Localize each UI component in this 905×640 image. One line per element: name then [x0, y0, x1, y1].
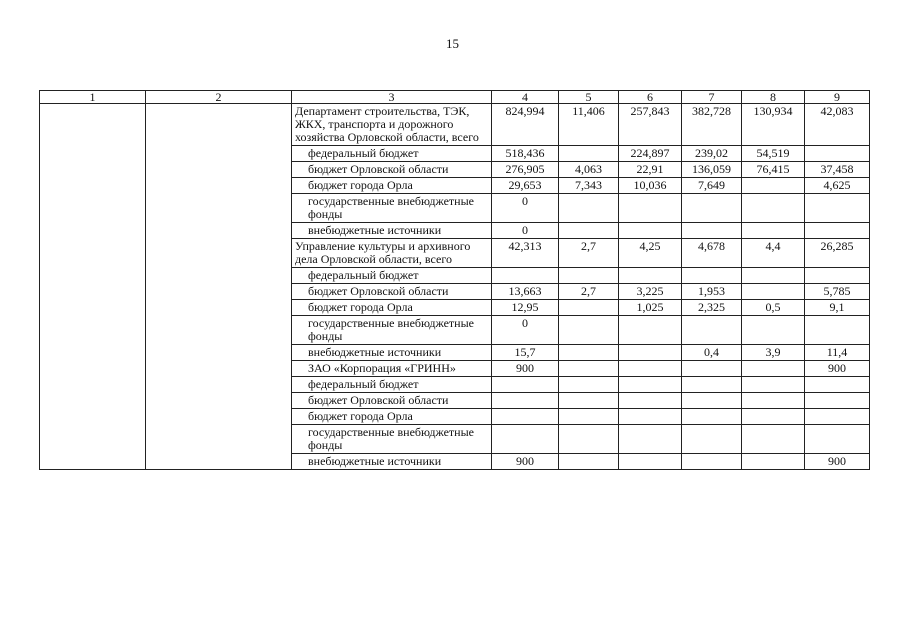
value-cell [682, 377, 742, 393]
value-cell [742, 316, 805, 345]
value-cell [682, 316, 742, 345]
row-label: Управление культуры и архивного дела Орловской области, всего [292, 239, 492, 268]
value-cell [742, 409, 805, 425]
row-label: Департамент строительства, ТЭК, ЖКХ, транспорта и дорожного хозяйства Орловской области, всего [292, 104, 492, 146]
value-cell [619, 454, 682, 470]
value-cell [682, 223, 742, 239]
value-cell: 7,649 [682, 178, 742, 194]
table-row [40, 104, 870, 146]
value-cell [805, 409, 870, 425]
column-1-cell [40, 104, 146, 470]
value-cell [742, 194, 805, 223]
value-cell: 276,905 [492, 162, 559, 178]
row-label: государственные внебюджетные фонды [292, 194, 492, 223]
value-cell [492, 409, 559, 425]
value-cell [559, 393, 619, 409]
value-cell [805, 316, 870, 345]
value-cell: 26,285 [805, 239, 870, 268]
column-header: 8 [742, 91, 805, 104]
value-cell [619, 377, 682, 393]
value-cell: 7,343 [559, 178, 619, 194]
value-cell [742, 178, 805, 194]
value-cell [559, 425, 619, 454]
value-cell: 900 [492, 361, 559, 377]
value-cell [492, 425, 559, 454]
value-cell: 4,678 [682, 239, 742, 268]
value-cell: 382,728 [682, 104, 742, 146]
value-cell: 76,415 [742, 162, 805, 178]
value-cell [559, 377, 619, 393]
row-label: бюджет города Орла [292, 300, 492, 316]
column-header: 9 [805, 91, 870, 104]
value-cell [559, 194, 619, 223]
value-cell [559, 454, 619, 470]
value-cell [619, 194, 682, 223]
row-label: федеральный бюджет [292, 377, 492, 393]
value-cell: 0 [492, 223, 559, 239]
value-cell [742, 284, 805, 300]
value-cell [559, 268, 619, 284]
column-header: 3 [292, 91, 492, 104]
value-cell [559, 361, 619, 377]
row-label: бюджет города Орла [292, 178, 492, 194]
value-cell: 0 [492, 194, 559, 223]
value-cell [492, 377, 559, 393]
table-body [40, 91, 870, 470]
value-cell: 1,025 [619, 300, 682, 316]
column-header: 7 [682, 91, 742, 104]
value-cell: 11,4 [805, 345, 870, 361]
row-label: государственные внебюджетные фонды [292, 316, 492, 345]
value-cell: 5,785 [805, 284, 870, 300]
value-cell [619, 223, 682, 239]
value-cell [742, 377, 805, 393]
row-label: внебюджетные источники [292, 223, 492, 239]
value-cell: 4,625 [805, 178, 870, 194]
value-cell: 239,02 [682, 146, 742, 162]
value-cell: 11,406 [559, 104, 619, 146]
value-cell [619, 361, 682, 377]
value-cell [559, 300, 619, 316]
value-cell [559, 223, 619, 239]
value-cell: 4,25 [619, 239, 682, 268]
value-cell: 2,325 [682, 300, 742, 316]
value-cell [742, 223, 805, 239]
value-cell [742, 268, 805, 284]
budget-table [39, 90, 870, 470]
value-cell [492, 268, 559, 284]
value-cell: 54,519 [742, 146, 805, 162]
value-cell: 900 [492, 454, 559, 470]
value-cell [682, 393, 742, 409]
value-cell [805, 268, 870, 284]
value-cell: 4,063 [559, 162, 619, 178]
value-cell: 3,225 [619, 284, 682, 300]
value-cell: 42,313 [492, 239, 559, 268]
value-cell [559, 409, 619, 425]
value-cell [619, 268, 682, 284]
value-cell [492, 393, 559, 409]
column-header: 1 [40, 91, 146, 104]
value-cell [559, 316, 619, 345]
value-cell [682, 194, 742, 223]
value-cell [682, 361, 742, 377]
value-cell: 257,843 [619, 104, 682, 146]
value-cell [559, 146, 619, 162]
value-cell [682, 268, 742, 284]
value-cell [742, 361, 805, 377]
column-header: 6 [619, 91, 682, 104]
value-cell [805, 377, 870, 393]
value-cell [619, 393, 682, 409]
value-cell: 136,059 [682, 162, 742, 178]
value-cell [682, 409, 742, 425]
value-cell [742, 393, 805, 409]
value-cell [805, 194, 870, 223]
value-cell: 12,95 [492, 300, 559, 316]
value-cell: 22,91 [619, 162, 682, 178]
value-cell: 518,436 [492, 146, 559, 162]
value-cell: 10,036 [619, 178, 682, 194]
value-cell: 0,5 [742, 300, 805, 316]
value-cell: 0,4 [682, 345, 742, 361]
value-cell: 3,9 [742, 345, 805, 361]
value-cell: 9,1 [805, 300, 870, 316]
column-2-cell [146, 104, 292, 470]
value-cell: 42,083 [805, 104, 870, 146]
row-label: федеральный бюджет [292, 268, 492, 284]
value-cell: 2,7 [559, 284, 619, 300]
value-cell [805, 223, 870, 239]
value-cell [742, 454, 805, 470]
value-cell [682, 454, 742, 470]
value-cell [742, 425, 805, 454]
value-cell: 4,4 [742, 239, 805, 268]
value-cell [619, 345, 682, 361]
row-label: бюджет Орловской области [292, 162, 492, 178]
column-header: 5 [559, 91, 619, 104]
row-label: федеральный бюджет [292, 146, 492, 162]
page-number: 15 [446, 36, 459, 51]
value-cell: 824,994 [492, 104, 559, 146]
value-cell: 900 [805, 361, 870, 377]
value-cell: 15,7 [492, 345, 559, 361]
row-label: ЗАО «Корпорация «ГРИНН» [292, 361, 492, 377]
value-cell: 13,663 [492, 284, 559, 300]
value-cell [619, 425, 682, 454]
value-cell [619, 316, 682, 345]
row-label: внебюджетные источники [292, 454, 492, 470]
value-cell [619, 409, 682, 425]
row-label: государственные внебюджетные фонды [292, 425, 492, 454]
value-cell: 900 [805, 454, 870, 470]
value-cell: 1,953 [682, 284, 742, 300]
value-cell: 130,934 [742, 104, 805, 146]
value-cell: 2,7 [559, 239, 619, 268]
value-cell: 29,653 [492, 178, 559, 194]
column-header: 4 [492, 91, 559, 104]
row-label: внебюджетные источники [292, 345, 492, 361]
value-cell: 224,897 [619, 146, 682, 162]
column-header: 2 [146, 91, 292, 104]
value-cell [805, 146, 870, 162]
value-cell [805, 393, 870, 409]
row-label: бюджет Орловской области [292, 284, 492, 300]
column-number-row [40, 91, 870, 104]
row-label: бюджет Орловской области [292, 393, 492, 409]
row-label: бюджет города Орла [292, 409, 492, 425]
value-cell [805, 425, 870, 454]
value-cell: 0 [492, 316, 559, 345]
value-cell [682, 425, 742, 454]
value-cell [559, 345, 619, 361]
value-cell: 37,458 [805, 162, 870, 178]
